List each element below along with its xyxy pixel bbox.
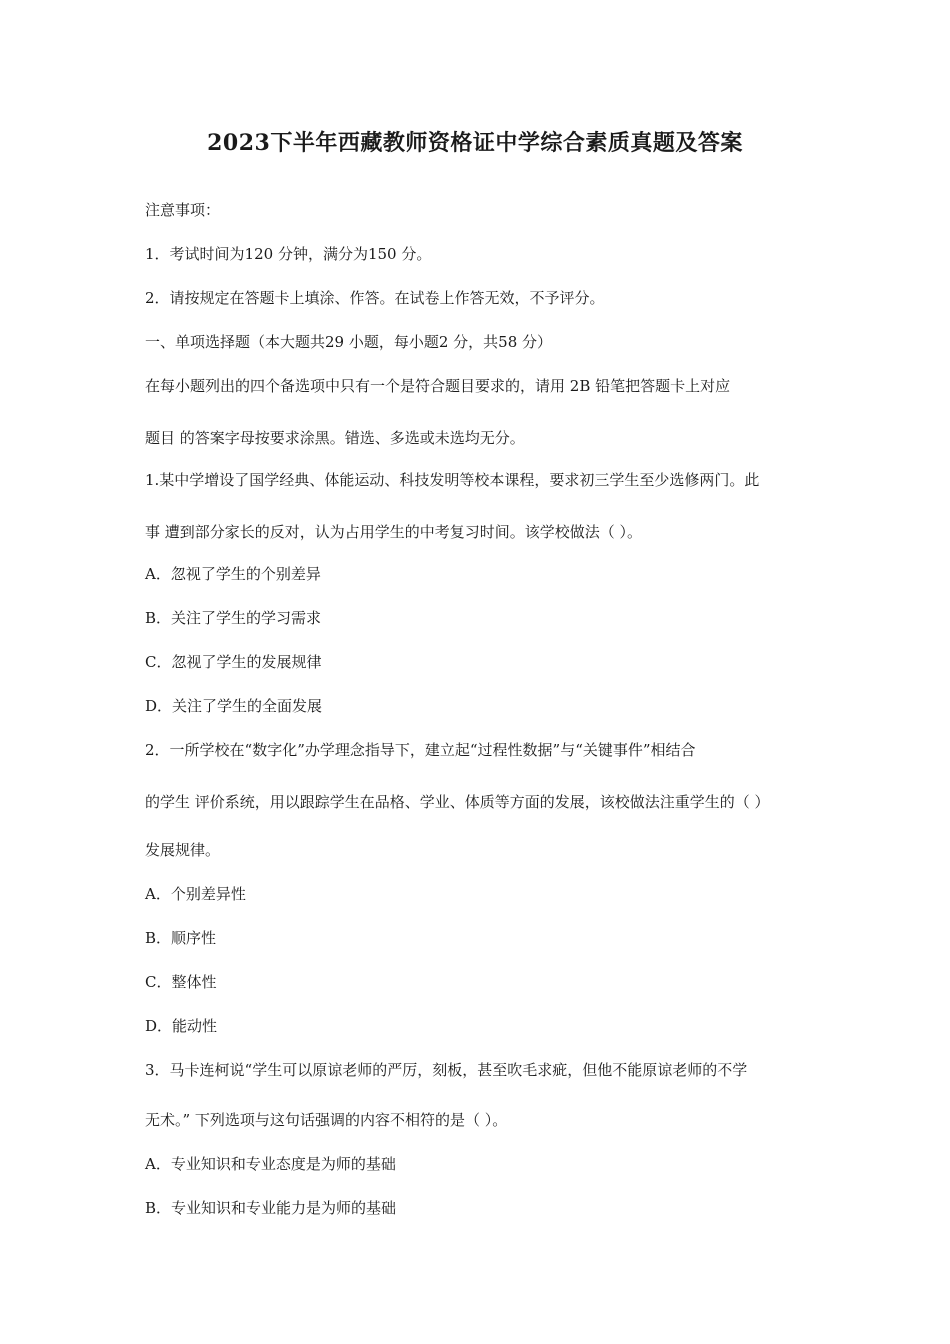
section-heading: 一、单项选择题（本大题共29 小题，每小题2 分，共58 分） (145, 333, 553, 351)
question-1-line-1: 1.某中学增设了国学经典、体能运动、科技发明等校本课程，要求初三学生至少选修两门。此 (145, 471, 760, 489)
question-1-line-2: 事 遭到部分家长的反对，认为占用学生的中考复习时间。该学校做法（ ）。 (145, 523, 643, 541)
question-1-option-c: C．忽视了学生的发展规律 (145, 653, 322, 671)
question-2-option-b: B．顺序性 (145, 929, 217, 947)
question-2-option-c: C．整体性 (145, 973, 217, 991)
question-3-line-2: 无术。” 下列选项与这句话强调的内容不相符的是（ ）。 (145, 1111, 508, 1129)
notice-item-1: 1．考试时间为120 分钟，满分为150 分。 (145, 245, 432, 263)
question-2-line-1: 2．一所学校在“数字化”办学理念指导下，建立起“过程性数据”与“关键事件”相结合 (145, 741, 696, 759)
notice-item-2: 2．请按规定在答题卡上填涂、作答。在试卷上作答无效，不予评分。 (145, 289, 605, 307)
question-2-line-2: 的学生 评价系统，用以跟踪学生在品格、学业、体质等方面的发展，该校做法注重学生的（ ） (145, 793, 770, 811)
question-2-option-a: A．个别差异性 (145, 885, 246, 903)
question-3-line-1: 3．马卡连柯说“学生可以原谅老师的严厉，刻板，甚至吹毛求疵，但他不能原谅老师的不学 (145, 1061, 748, 1079)
question-1-option-a: A．忽视了学生的个别差异 (145, 565, 321, 583)
question-3-option-a: A．专业知识和专业态度是为师的基础 (145, 1155, 396, 1173)
question-2-option-d: D．能动性 (145, 1017, 218, 1035)
question-1-option-b: B．关注了学生的学习需求 (145, 609, 322, 627)
notice-heading: 注意事项： (145, 201, 221, 219)
instruction-line-1: 在每小题列出的四个备选项中只有一个是符合题目要求的，请用 2B 铅笔把答题卡上对应 (145, 377, 731, 395)
document-title: 2023下半年西藏教师资格证中学综合素质真题及答案 (207, 130, 743, 156)
question-1-option-d: D．关注了学生的全面发展 (145, 697, 323, 715)
question-2-line-3: 发展规律。 (145, 841, 221, 859)
question-3-option-b: B．专业知识和专业能力是为师的基础 (145, 1199, 397, 1217)
instruction-line-2: 题目 的答案字母按要求涂黑。错选、多选或未选均无分。 (145, 429, 525, 447)
